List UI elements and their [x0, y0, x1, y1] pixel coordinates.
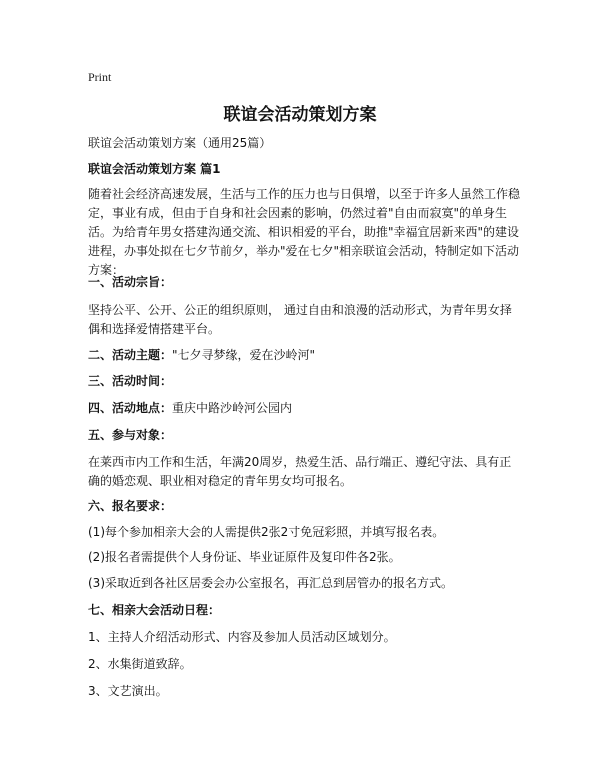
document-subtitle: 联谊会活动策划方案（通用25篇） — [88, 136, 272, 150]
document-title: 联谊会活动策划方案 — [223, 105, 377, 125]
intro-paragraph: 随着社会经济高速发展，生活与工作的压力也与日俱增，以至于许多人虽然工作稳定，事业有成，但由于自身和社会因素的影响，仍然过着"自由而寂寞"的单身生活。为给青年男女搭建沟通交流、相识相爱的平台，助推"幸福宜居新来西"的建设进程，办事处拟在七夕节前夕，举办"爱在七夕"相亲联谊会活动，特制定如下活动方案： — [88, 187, 521, 277]
requirement-item-3: (3)采取近到各社区居委会办公室报名，再汇总到居管办的报名方式。 — [88, 576, 454, 590]
theme-value: "七夕寻梦缘，爱在沙岭河" — [172, 348, 316, 362]
heading-schedule: 七、相亲大会活动日程： — [88, 603, 221, 617]
participants-paragraph: 在莱西市内工作和生活，年满20周岁，热爱生活、品行端正、遵纪守法、具有正确的婚恋观、职业相对稳定的青年男女均可报名。 — [88, 455, 512, 488]
theme-line — [88, 346, 520, 365]
schedule-item-1: 1、主持人介绍活动形式、内容及参加人员活动区域划分。 — [88, 630, 396, 644]
location-value: 重庆中路沙岭河公园内 — [172, 401, 293, 415]
section-title: 联谊会活动策划方案 篇1 — [88, 162, 221, 176]
heading-location: 四、活动地点： — [88, 401, 173, 415]
print-label[interactable]: Print — [88, 70, 112, 84]
purpose-paragraph: 坚持公平、公开、公正的组织原则， 通过自由和浪漫的活动形式，为青年男女择偶和选择爱情搭建平台。 — [88, 303, 512, 336]
heading-time: 三、活动时间： — [88, 374, 173, 388]
heading-purpose: 一、活动宗旨： — [88, 275, 173, 289]
schedule-item-2: 2、水集街道致辞。 — [88, 657, 192, 671]
schedule-item-3: 3、文艺演出。 — [88, 684, 168, 698]
requirement-item-1: (1)每个参加相亲大会的人需提供2张2寸免冠彩照，并填写报名表。 — [88, 525, 445, 539]
requirement-item-2: (2)报名者需提供个人身份证、毕业证原件及复印件各2张。 — [88, 550, 401, 564]
heading-requirements: 六、报名要求： — [88, 499, 173, 513]
heading-participants: 五、参与对象： — [88, 428, 173, 442]
heading-theme: 二、活动主题： — [88, 348, 173, 362]
location-line — [88, 399, 520, 418]
